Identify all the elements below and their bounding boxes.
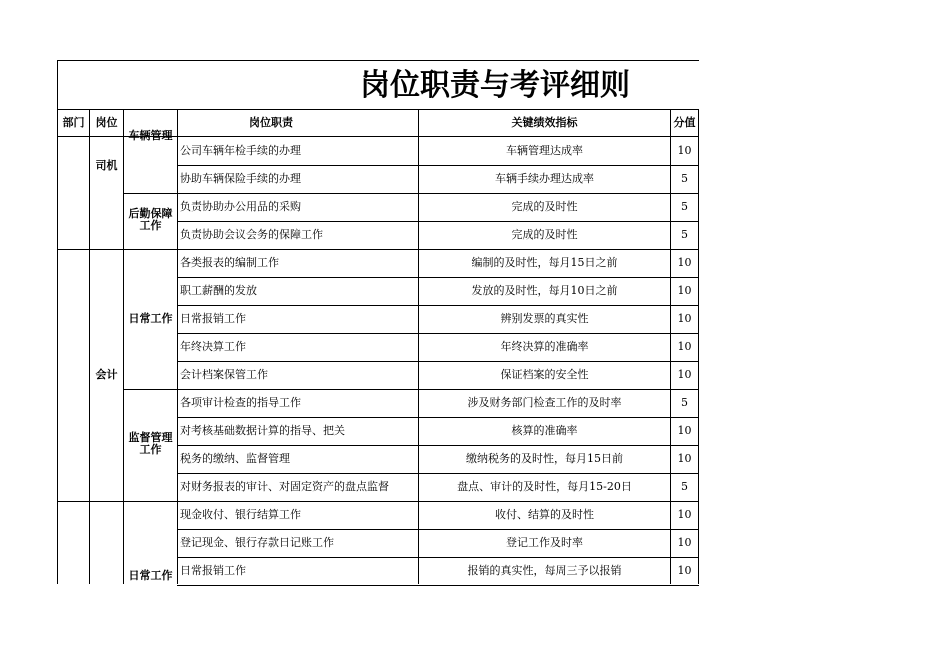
kpi-cell[interactable]: 盘点、审计的及时性，每月15-20日 <box>457 480 632 493</box>
duty-cell[interactable]: 职工薪酬的发放 <box>180 284 257 297</box>
duty-cell[interactable]: 对考核基础数据计算的指导、把关 <box>180 424 345 437</box>
page-title: 岗位职责与考评细则 <box>360 68 630 103</box>
duty-cell[interactable]: 会计档案保管工作 <box>180 368 268 381</box>
kpi-cell[interactable]: 缴纳税务的及时性，每月15日前 <box>466 452 623 465</box>
kpi-cell[interactable]: 发放的及时性，每月10日之前 <box>471 284 618 297</box>
group-driver: 司机 <box>95 159 118 172</box>
kpi-cell[interactable]: 收付、结算的及时性 <box>495 508 594 521</box>
score-cell[interactable]: 10 <box>677 144 692 157</box>
duty-cell[interactable]: 日常报销工作 <box>180 312 246 325</box>
header-dept: 部门 <box>62 116 85 129</box>
duty-cell[interactable]: 协助车辆保险手续的办理 <box>180 172 301 185</box>
header-score: 分值 <box>673 116 696 129</box>
header-duty: 岗位职责 <box>249 116 293 129</box>
kpi-cell[interactable]: 保证档案的安全性 <box>500 368 589 381</box>
score-cell[interactable]: 10 <box>677 508 692 521</box>
duty-cell[interactable]: 税务的缴纳、监督管理 <box>180 452 290 465</box>
row-line <box>177 585 699 586</box>
kpi-cell[interactable]: 涉及财务部门检查工作的及时率 <box>467 396 622 409</box>
kpi-cell[interactable]: 登记工作及时率 <box>506 536 583 549</box>
score-cell[interactable]: 10 <box>677 424 692 437</box>
group-line <box>123 193 177 194</box>
col-line-right <box>698 109 699 584</box>
score-cell[interactable]: 10 <box>677 452 692 465</box>
col-line-dept <box>89 109 90 584</box>
score-cell[interactable]: 5 <box>681 172 688 185</box>
score-cell[interactable]: 5 <box>681 396 688 409</box>
duty-cell[interactable]: 各项审计检查的指导工作 <box>180 396 301 409</box>
left-border <box>57 60 58 584</box>
group-line <box>123 389 177 390</box>
group-vehicle-mgmt: 车辆管理 <box>128 129 173 142</box>
score-cell[interactable]: 10 <box>677 536 692 549</box>
group-line <box>57 501 177 502</box>
group-supervision-line2: 工作 <box>139 443 162 456</box>
kpi-cell[interactable]: 完成的及时性 <box>511 200 578 213</box>
header-kpi: 关键绩效指标 <box>511 116 578 129</box>
duty-cell[interactable]: 年终决算工作 <box>180 340 246 353</box>
duty-cell[interactable]: 现金收付、银行结算工作 <box>180 508 301 521</box>
group-logistics <box>124 208 177 232</box>
duty-cell[interactable]: 日常报销工作 <box>180 564 246 577</box>
kpi-cell[interactable]: 核算的准确率 <box>511 424 578 437</box>
kpi-cell[interactable]: 报销的真实性，每周三予以报销 <box>467 564 622 577</box>
kpi-cell[interactable]: 完成的及时性 <box>511 228 578 241</box>
duty-cell[interactable]: 各类报表的编制工作 <box>180 256 279 269</box>
group-daily-work: 日常工作 <box>128 312 173 325</box>
group-accountant: 会计 <box>95 368 118 381</box>
score-cell[interactable]: 10 <box>677 284 692 297</box>
score-cell[interactable]: 10 <box>677 256 692 269</box>
score-cell[interactable]: 10 <box>677 312 692 325</box>
duty-cell[interactable]: 公司车辆年检手续的办理 <box>180 144 301 157</box>
group-supervision <box>124 432 177 456</box>
kpi-cell[interactable]: 年终决算的准确率 <box>500 340 589 353</box>
score-cell[interactable]: 5 <box>681 480 688 493</box>
duty-cell[interactable]: 登记现金、银行存款日记账工作 <box>180 536 334 549</box>
group-logistics-line1: 后勤保障 <box>128 207 173 220</box>
header-position: 岗位 <box>95 116 118 129</box>
score-cell[interactable]: 10 <box>677 564 692 577</box>
group-logistics-line2: 工作 <box>139 219 162 232</box>
duty-cell[interactable]: 负责协助会议会务的保障工作 <box>180 228 323 241</box>
score-cell[interactable]: 10 <box>677 340 692 353</box>
kpi-cell[interactable]: 编制的及时性，每月15日之前 <box>471 256 618 269</box>
top-border <box>57 60 699 61</box>
kpi-cell[interactable]: 车辆手续办理达成率 <box>495 172 594 185</box>
kpi-cell[interactable]: 辨别发票的真实性 <box>500 312 589 325</box>
score-cell[interactable]: 5 <box>681 200 688 213</box>
col-line-position <box>123 109 124 584</box>
score-cell[interactable]: 10 <box>677 368 692 381</box>
group-daily-work-2: 日常工作 <box>128 569 173 582</box>
kpi-cell[interactable]: 车辆管理达成率 <box>506 144 583 157</box>
score-cell[interactable]: 5 <box>681 228 688 241</box>
duty-cell[interactable]: 对财务报表的审计、对固定资产的盘点监督 <box>180 480 389 493</box>
group-line <box>57 249 177 250</box>
duty-cell[interactable]: 负责协助办公用品的采购 <box>180 200 301 213</box>
group-supervision-line1: 监督管理 <box>128 431 173 444</box>
